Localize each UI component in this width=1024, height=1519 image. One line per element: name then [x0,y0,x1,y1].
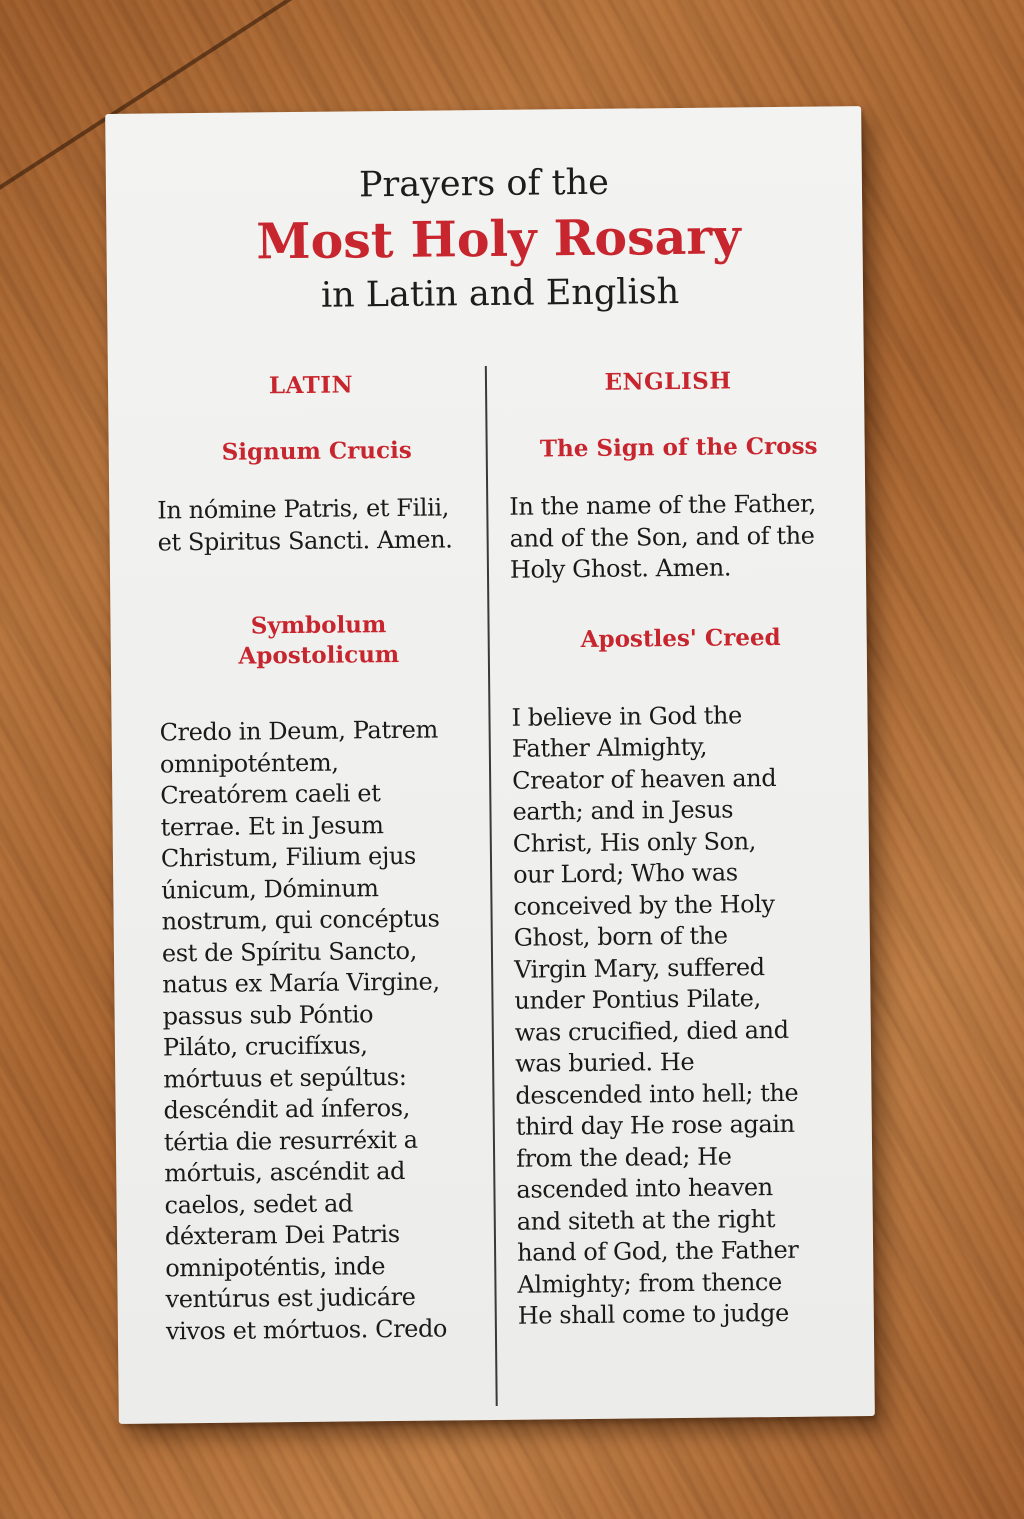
english-creed-text: I believe in God the Father Almighty, Creator of heaven and earth; and in Jesus Christ, His only Son, our Lord; Who was conceived by the Holy Ghost, born of the Virgin Mary, suffered under Pontius Pilate, was crucified, died and was buried. He descended into hell; the third day He rose again from the dead; He ascended into heaven and siteth at the right hand of God, the Father Almighty; from thence He shall come to judge [511,700,799,1330]
english-column [508,366,858,1332]
title-line-3: in Latin and English [320,271,680,316]
latin-creed-text: Credo in Deum, Patrem omnipoténtem, Creatórem caeli et terrae. Et in Jesum Christum, Filium ejus únicum, Dóminum nostrum, qui concéptus est de Spíritu Sancto, natus ex María Virgine, passus sub Póntio Piláto, crucifíxus, mórtuus et sepúltus: descéndit ad ínferos, tértia die resurréxit a mórtuis, ascéndit ad caelos, sedet ad déxteram Dei Patris omnipoténtis, inde ventúrus est judicáre vivos et mórtuos. Credo [159,715,448,1345]
english-creed-title: Apostles' Creed [580,623,781,653]
title-line-1: Prayers of the [358,162,610,206]
latin-creed-title: Symbolum Apostolicum [238,611,400,670]
english-heading: ENGLISH [604,367,732,396]
title-main: Most Holy Rosary [256,207,741,271]
prayer-card [105,106,875,1424]
column-divider [485,366,498,1406]
latin-heading: LATIN [268,371,354,400]
latin-sign-text: In nómine Patris, et Filii, et Spiritus Sancti. Amen. [157,493,453,556]
card-header [106,158,864,320]
english-sign-text: In the name of the Father, and of the Son, and of the Holy Ghost. Amen. [509,489,816,584]
latin-column [156,370,486,1347]
latin-sign-title: Signum Crucis [221,436,412,466]
english-sign-title: The Sign of the Cross [539,432,818,463]
